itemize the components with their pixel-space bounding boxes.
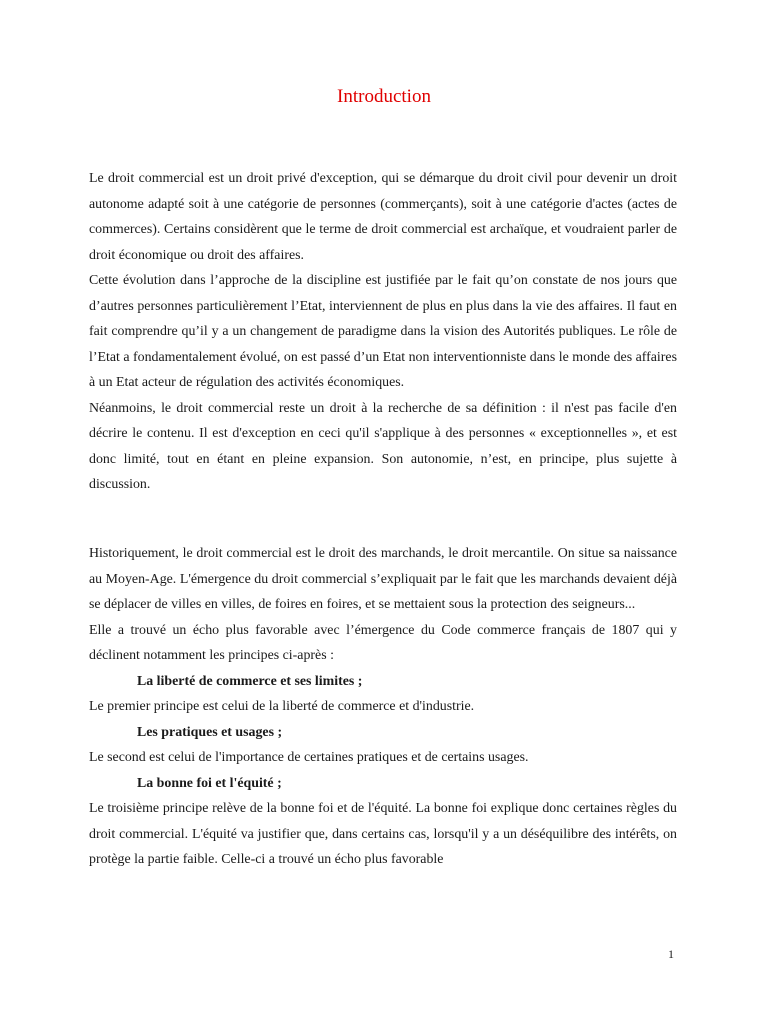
principle-heading: La bonne foi et l'équité ;: [137, 775, 282, 791]
paragraph: Le droit commercial est un droit privé d'exception, qui se démarque du droit civil pour devenir un droit autonome adapté soit à une catégorie de personnes (commerçants), soit à une catégorie d'actes (actes de commerces). Certains considèrent que le terme de droit commercial est archaïque, et voudraient parler de droit économique ou droit des affaires.: [89, 171, 677, 263]
paragraph: Cette évolution dans l’approche de la discipline est justifiée par le fait qu’on constate de nos jours que d’autres personnes particulièrement l’Etat, interviennent de plus en plus dans la vie des affaires. Il faut en fait comprendre qu’il y a un changement de paradigme dans la vision des Autorités publiques. Le rôle de l’Etat a fondamentalement évolué, on est passé d’un Etat non interventionniste dans le monde des affaires à un Etat acteur de régulation des activités économiques.: [89, 273, 677, 390]
paragraph: Le second est celui de l'importance de certaines pratiques et de certains usages.: [89, 750, 529, 765]
page-number: 1: [668, 947, 674, 961]
intro-section: [89, 166, 677, 498]
principle-heading: Les pratiques et usages ;: [137, 724, 283, 740]
paragraph: Le troisième principe relève de la bonne foi et de l'équité. La bonne foi explique donc certaines règles du droit commercial. L'équité va justifier que, dans certains cas, lorsqu'il y a un déséquilibre des intérêts, on protège la partie faible. Celle-ci a trouvé un écho plus favorable: [89, 801, 677, 867]
paragraph: Le premier principe est celui de la liberté de commerce et d'industrie.: [89, 699, 475, 714]
paragraph: Elle a trouvé un écho plus favorable avec l’émergence du Code commerce français de 1807 qui y déclinent notamment les principes ci-après :: [89, 622, 677, 663]
page-title: Introduction: [337, 86, 431, 107]
paragraph: Néanmoins, le droit commercial reste un droit à la recherche de sa définition : il n'est pas facile d'en décrire le contenu. Il est d'exception en ceci qu'il s'applique à des personnes « exceptionnelles », et est donc limité, tout en étant en pleine expansion. Son autonomie, n’est, en principe, plus sujette à discussion.: [89, 400, 677, 492]
paragraph: Historiquement, le droit commercial est le droit des marchands, le droit mercantile. On situe sa naissance au Moyen-Age. L'émergence du droit commercial s’expliquait par le fait que les marchands devaient déjà se déplacer de villes en villes, de foires en foires, et se mettaient sous la protection des seigneurs...: [89, 546, 677, 612]
history-section: [89, 541, 677, 873]
principle-heading: La liberté de commerce et ses limites ;: [137, 673, 363, 689]
